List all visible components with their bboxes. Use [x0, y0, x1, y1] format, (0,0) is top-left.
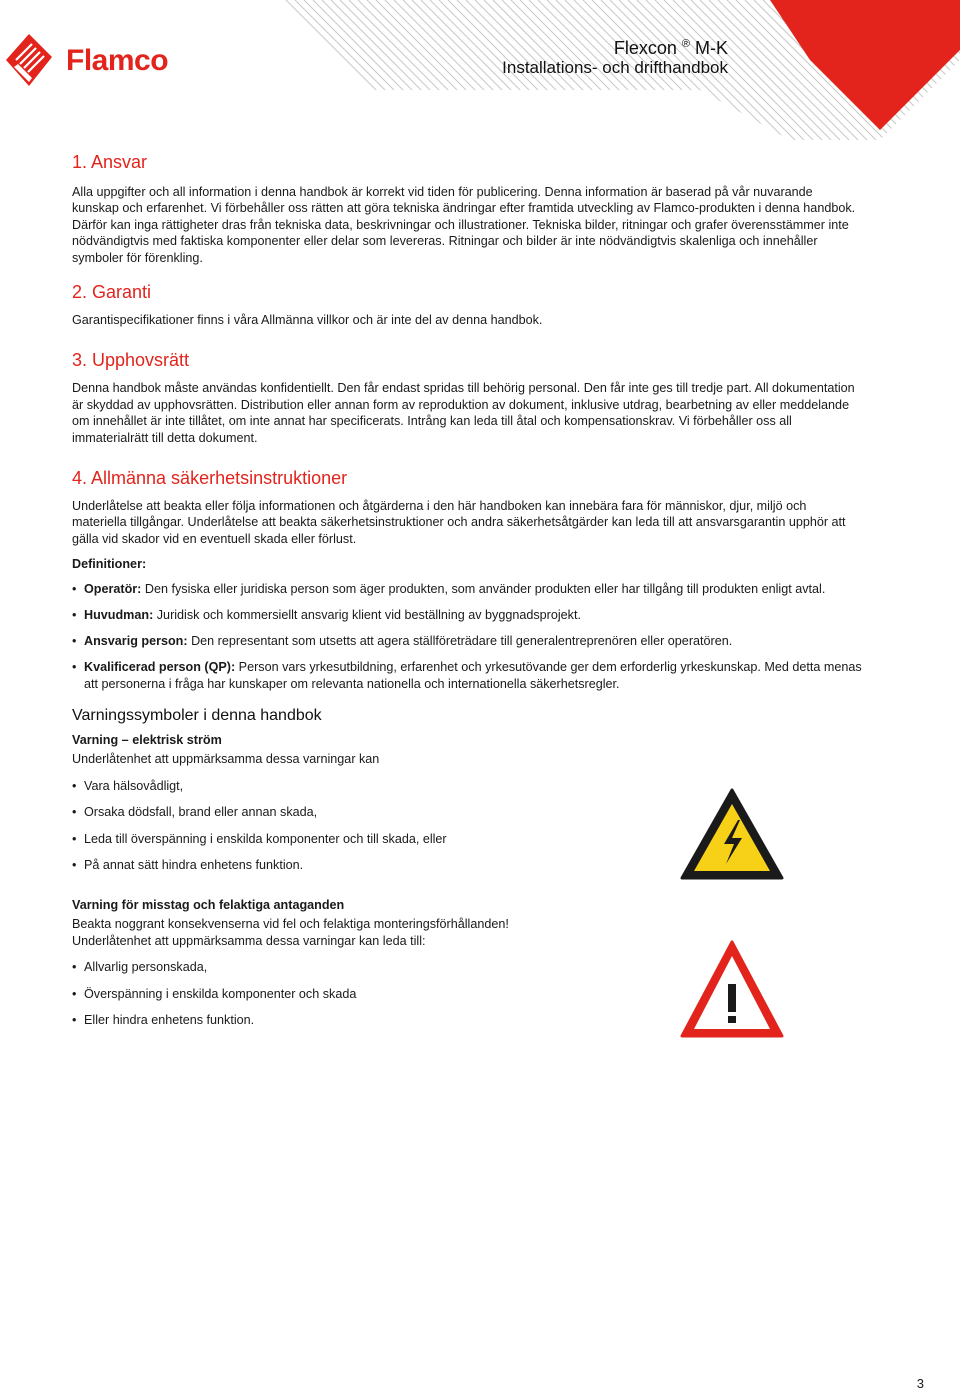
product-name: Flexcon: [613, 38, 677, 58]
definition-text: Den representant som utsetts att agera ställföreträdare till generalentreprenören eller operatören.: [187, 634, 733, 649]
warning-title: Varning för misstag och felaktiga antaganden: [72, 898, 345, 913]
hatch-line: [178, 0, 318, 140]
list-item: • Allvarlig personskada,: [72, 959, 862, 976]
section-heading: 4. Allmänna säkerhetsinstruktioner: [72, 468, 348, 489]
hatch-line: [322, 0, 462, 140]
list-item: • Överspänning i enskilda komponenter och skada: [72, 986, 862, 1003]
definitions-title: Definitioner:: [72, 557, 147, 572]
hatch-line: [358, 0, 498, 140]
section-upphovsratt: [72, 348, 862, 446]
hatch-line: [160, 0, 300, 140]
section-ansvar: [72, 150, 862, 266]
hatch-line: [0, 0, 3, 140]
hatch-line: [232, 0, 372, 140]
list-item: • Leda till överspänning i enskilda komponenter och till skada, eller: [72, 831, 862, 848]
registered-mark: ®: [681, 38, 690, 50]
warnings-heading: Varningssymboler i denna handbok: [72, 707, 322, 725]
hatch-line: [241, 0, 381, 140]
warning-intro: Underlåtenhet att uppmärksamma dessa varningar kan: [72, 752, 380, 767]
list-item: • Vara hälsovådligt,: [72, 778, 862, 795]
page-number: 3: [916, 1376, 924, 1391]
list-item: • Eller hindra enhetens funktion.: [72, 1012, 862, 1029]
document-title: [502, 34, 728, 78]
list-item: [72, 659, 862, 693]
list-item: [72, 607, 862, 624]
flamco-logo: [6, 34, 168, 86]
section-body: Denna handbok måste användas konfidentiellt. Den får endast spridas till behörig personal. Den får inte ges till tredje part. All dokumentation är skyddad av upphovsrätten. Distribution eller annan form av reproduktion av dokument, inklusive utdrag, bearbetning av eller meddelande om innehållet är inte tillåtet, om inte annat har specificerats. Intrång kan leda till åtal och kompensationskrav. Vi förbehåller oss all immaterialrätt till detta dokument.: [72, 381, 855, 445]
section-heading: 1. Ansvar: [72, 152, 148, 172]
section-heading: 2. Garanti: [72, 282, 152, 303]
warning-title: Varning – elektrisk ström: [72, 733, 222, 748]
list-item: • På annat sätt hindra enhetens funktion.: [72, 857, 862, 874]
section-heading: 3. Upphovsrätt: [72, 350, 190, 371]
hatch-line: [376, 0, 516, 140]
product-model: M-K: [695, 38, 728, 58]
hatch-line: [295, 0, 435, 140]
document-subtitle: Installations- och drifthandbok: [502, 58, 728, 77]
hatch-line: [349, 0, 489, 140]
definition-text: Person vars yrkesutbildning, erfarenhet och yrkesutövande ger dem erforderlig yrkeskunskap. Med detta menas att personerna i fråga har kunskaper om relevanta nationella och internationella säkerhetsregler.: [84, 660, 862, 692]
hatch-line: [259, 0, 399, 140]
hatch-line: [268, 0, 408, 140]
hatch-line: [169, 0, 309, 140]
flamco-logo-icon: [6, 34, 52, 86]
header-red-triangle: [770, 0, 960, 130]
definition-term: Ansvarig person:: [84, 634, 188, 649]
hatch-line: [331, 0, 471, 140]
section-sakerhet: [72, 466, 862, 693]
hatch-line: [304, 0, 444, 140]
hatch-line: [151, 0, 291, 140]
list-item: [72, 581, 862, 598]
definition-term: Kvalificerad person (QP):: [84, 660, 236, 675]
hatch-line: [196, 0, 336, 140]
section-body: Underlåtelse att beakta eller följa informationen och åtgärderna i den här handboken kan innebära fara för människor, djur, miljö och materiella tillgångar. Underlåtelse att beakta säkerhetsinstruktioner och andra säkerhetsåtgärder kan leda till att ansvarsgarantin upphör att gälla vid skador vid en eventuell skada eller förlust.: [72, 499, 846, 546]
definition-term: Operatör:: [84, 582, 142, 597]
hatch-line: [214, 0, 354, 140]
hatch-line: [277, 0, 417, 140]
section-body: Alla uppgifter och all information i denna handbok är korrekt vid tiden för publicering. Denna information är baserad på vår nuvarande kunskap och erfarenhet. Vi förbehåller oss rätten att göra tekniska ändringar efter framtida utveckling av Flamco-produkten i denna handbok. Därför kan inga rättigheter dras från tekniska data, beskrivningar och illustrationer. Tekniska bilder, ritningar och grafer överensstämmer inte nödvändigtvis med faktiska komponenter eller delar som levereras. Ritningar och bilder är inte nödvändigtvis skalenliga och innehåller symboler för förenkling.: [72, 185, 856, 265]
brand-name: Flamco: [66, 44, 169, 77]
list-item: • Orsaka dödsfall, brand eller annan skada,: [72, 804, 862, 821]
general-warning-icon: [680, 940, 784, 1040]
hatch-line: [205, 0, 345, 140]
hatch-line: [187, 0, 327, 140]
hatch-line: [223, 0, 363, 140]
hatch-line: [286, 0, 426, 140]
hatch-line: [340, 0, 480, 140]
warning-intro-line1: Beakta noggrant konsekvenserna vid fel och felaktiga monteringsförhållanden!: [72, 917, 509, 932]
hatch-line: [367, 0, 507, 140]
hatch-line: [313, 0, 453, 140]
list-item: [72, 633, 862, 650]
hatch-line: [250, 0, 390, 140]
definition-term: Huvudman:: [84, 608, 154, 623]
definition-text: Juridisk och kommersiellt ansvarig klient vid beställning av byggnadsprojekt.: [153, 608, 581, 623]
electric-hazard-icon: [680, 788, 784, 882]
section-body: Garantispecifikationer finns i våra Allmänna villkor och är inte del av denna handbok.: [72, 313, 543, 328]
definition-text: Den fysiska eller juridiska person som äger produkten, som använder produkten eller har tillgång till produkten enligt avtal.: [141, 582, 826, 597]
warning-intro-line2: Underlåtenhet att uppmärksamma dessa varningar kan leda till:: [72, 933, 426, 948]
main-content: [72, 150, 862, 1039]
definitions-list: [72, 581, 862, 693]
section-garanti: [72, 280, 862, 328]
